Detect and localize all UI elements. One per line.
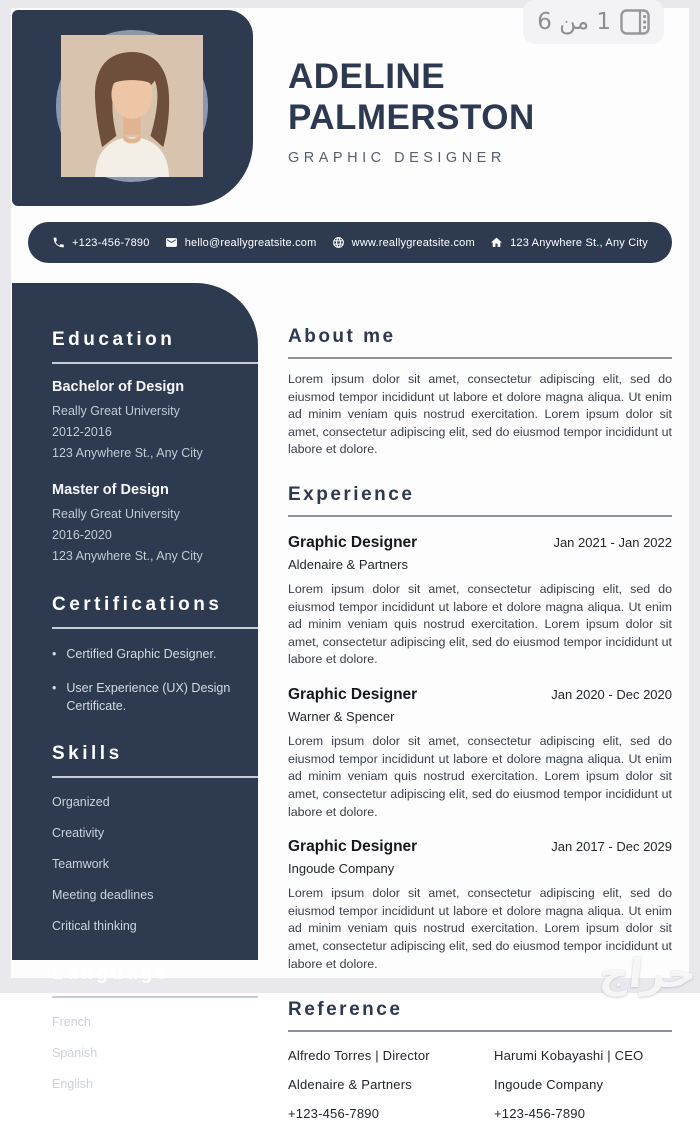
reference-name: Harumi Kobayashi | CEO xyxy=(494,1048,644,1064)
skill-item: Organized xyxy=(52,795,110,810)
globe-icon xyxy=(332,236,345,249)
education-entry xyxy=(52,379,258,464)
certification-text: Certified Graphic Designer. xyxy=(66,647,217,661)
image-pager-badge[interactable] xyxy=(523,0,664,44)
contact-email xyxy=(165,236,317,249)
contact-website-text: www.reallygreatsite.com xyxy=(351,236,475,249)
address: 123 Anywhere St., Any City xyxy=(52,446,203,460)
job-description: Lorem ipsum dolor sit amet, consectetur adipiscing elit, sed do eiusmod tempor incididunt ut labore et dolore magna aliqua. Ut enim ad minim veniam quis nostrud exercitation. Lorem ipsum dolor sit amet, consectetur adipiscing elit, sed do eiusmod tempor incididunt ut labore et dolore. xyxy=(288,734,672,819)
certification-item xyxy=(52,679,258,715)
job-dates: Jan 2020 - Dec 2020 xyxy=(551,687,672,703)
section-education xyxy=(52,329,258,567)
contact-website xyxy=(332,236,475,249)
header-photo-panel xyxy=(12,10,253,206)
degree-details xyxy=(52,504,258,567)
job-company: Ingoude Company xyxy=(288,861,395,877)
about-body: Lorem ipsum dolor sit amet, consectetur adipiscing elit, sed do eiusmod tempor incididunt ut labore et dolore magna aliqua. Ut enim ad minim veniam quis nostrud exercitation. Lorem ipsum dolor sit amet, consectetur adipiscing elit, sed do eiusmod tempor incididunt ut labore et dolore. xyxy=(288,372,672,457)
reference-name: Alfredo Torres | Director xyxy=(288,1048,430,1064)
certification-text: User Experience (UX) Design Certificate. xyxy=(66,681,231,714)
skill-item: Meeting deadlines xyxy=(52,888,154,903)
reference-company: Aldenaire & Partners xyxy=(288,1077,412,1093)
about-heading: About me xyxy=(288,326,672,359)
address: 123 Anywhere St., Any City xyxy=(52,549,203,563)
section-certifications xyxy=(52,594,258,715)
skill-item: Creativity xyxy=(52,826,105,841)
profession-subtitle: GRAPHIC DESIGNER xyxy=(288,149,506,166)
education-heading: Education xyxy=(52,329,258,364)
reference-contact xyxy=(494,1048,672,1135)
job-company: Warner & Spencer xyxy=(288,709,395,725)
language-item: English xyxy=(52,1077,93,1092)
job-company: Aldenaire & Partners xyxy=(288,557,408,573)
experience-entry xyxy=(288,534,672,669)
haraj-watermark: حراج xyxy=(597,951,699,997)
name-first: ADELINE xyxy=(288,57,446,96)
reference-contact xyxy=(288,1048,466,1135)
language-heading: Language xyxy=(52,963,258,998)
language-item: French xyxy=(52,1015,91,1030)
skill-item: Critical thinking xyxy=(52,919,137,934)
job-role: Graphic Designer xyxy=(288,534,418,552)
bullet-icon: • xyxy=(52,647,57,661)
contact-address xyxy=(490,236,648,249)
job-role: Graphic Designer xyxy=(288,686,418,704)
gallery-icon xyxy=(620,9,650,35)
skill-item: Teamwork xyxy=(52,857,109,872)
skills-heading: Skills xyxy=(52,743,258,778)
job-description: Lorem ipsum dolor sit amet, consectetur adipiscing elit, sed do eiusmod tempor incididunt ut labore et dolore magna aliqua. Ut enim ad minim veniam quis nostrud exercitation. Lorem ipsum dolor sit amet, consectetur adipiscing elit, sed do eiusmod tempor incididunt ut labore et dolore. xyxy=(288,582,672,667)
header-name-block xyxy=(288,57,535,166)
reference-company: Ingoude Company xyxy=(494,1077,604,1093)
certification-item xyxy=(52,645,258,663)
experience-entry xyxy=(288,686,672,821)
section-about xyxy=(288,326,672,459)
pager-text: 1 من 6 xyxy=(537,9,611,35)
job-dates: Jan 2021 - Jan 2022 xyxy=(553,535,672,551)
email-icon xyxy=(165,236,178,249)
school: Really Great University xyxy=(52,507,180,521)
contact-phone xyxy=(52,236,150,249)
contact-email-text: hello@reallygreatsite.com xyxy=(184,236,317,249)
section-reference xyxy=(288,999,672,1135)
school: Really Great University xyxy=(52,404,180,418)
degree-details xyxy=(52,401,258,464)
section-skills xyxy=(52,743,258,933)
sidebar xyxy=(12,283,258,1092)
job-dates: Jan 2017 - Dec 2029 xyxy=(551,839,672,855)
contact-bar xyxy=(28,222,672,263)
years: 2016-2020 xyxy=(52,528,112,542)
years: 2012-2016 xyxy=(52,425,112,439)
language-item: Spanish xyxy=(52,1046,98,1061)
name-last: PALMERSTON xyxy=(288,97,535,137)
job-description: Lorem ipsum dolor sit amet, consectetur adipiscing elit, sed do eiusmod tempor incididunt ut labore et dolore magna aliqua. Ut enim ad minim veniam quis nostrud exercitation. Lorem ipsum dolor sit amet, consectetur adipiscing elit, sed do eiusmod tempor incididunt ut labore et dolore. xyxy=(288,886,672,971)
contact-address-text: 123 Anywhere St., Any City xyxy=(510,236,648,249)
reference-phone: +123-456-7890 xyxy=(494,1106,586,1122)
bullet-icon: • xyxy=(52,681,57,696)
phone-icon xyxy=(52,236,65,249)
degree-title: Bachelor of Design xyxy=(52,379,185,395)
section-experience xyxy=(288,484,672,973)
reference-heading: Reference xyxy=(288,999,672,1032)
main-column xyxy=(288,326,672,1135)
certifications-heading: Certifications xyxy=(52,594,258,629)
home-icon xyxy=(490,236,503,249)
job-role: Graphic Designer xyxy=(288,838,418,856)
contact-phone-text: +123-456-7890 xyxy=(72,236,150,249)
section-language xyxy=(52,963,258,1091)
avatar xyxy=(61,35,203,177)
degree-title: Master of Design xyxy=(52,482,169,498)
reference-phone: +123-456-7890 xyxy=(288,1106,380,1122)
education-entry xyxy=(52,482,258,567)
profile-photo xyxy=(56,30,208,182)
experience-heading: Experience xyxy=(288,484,672,517)
